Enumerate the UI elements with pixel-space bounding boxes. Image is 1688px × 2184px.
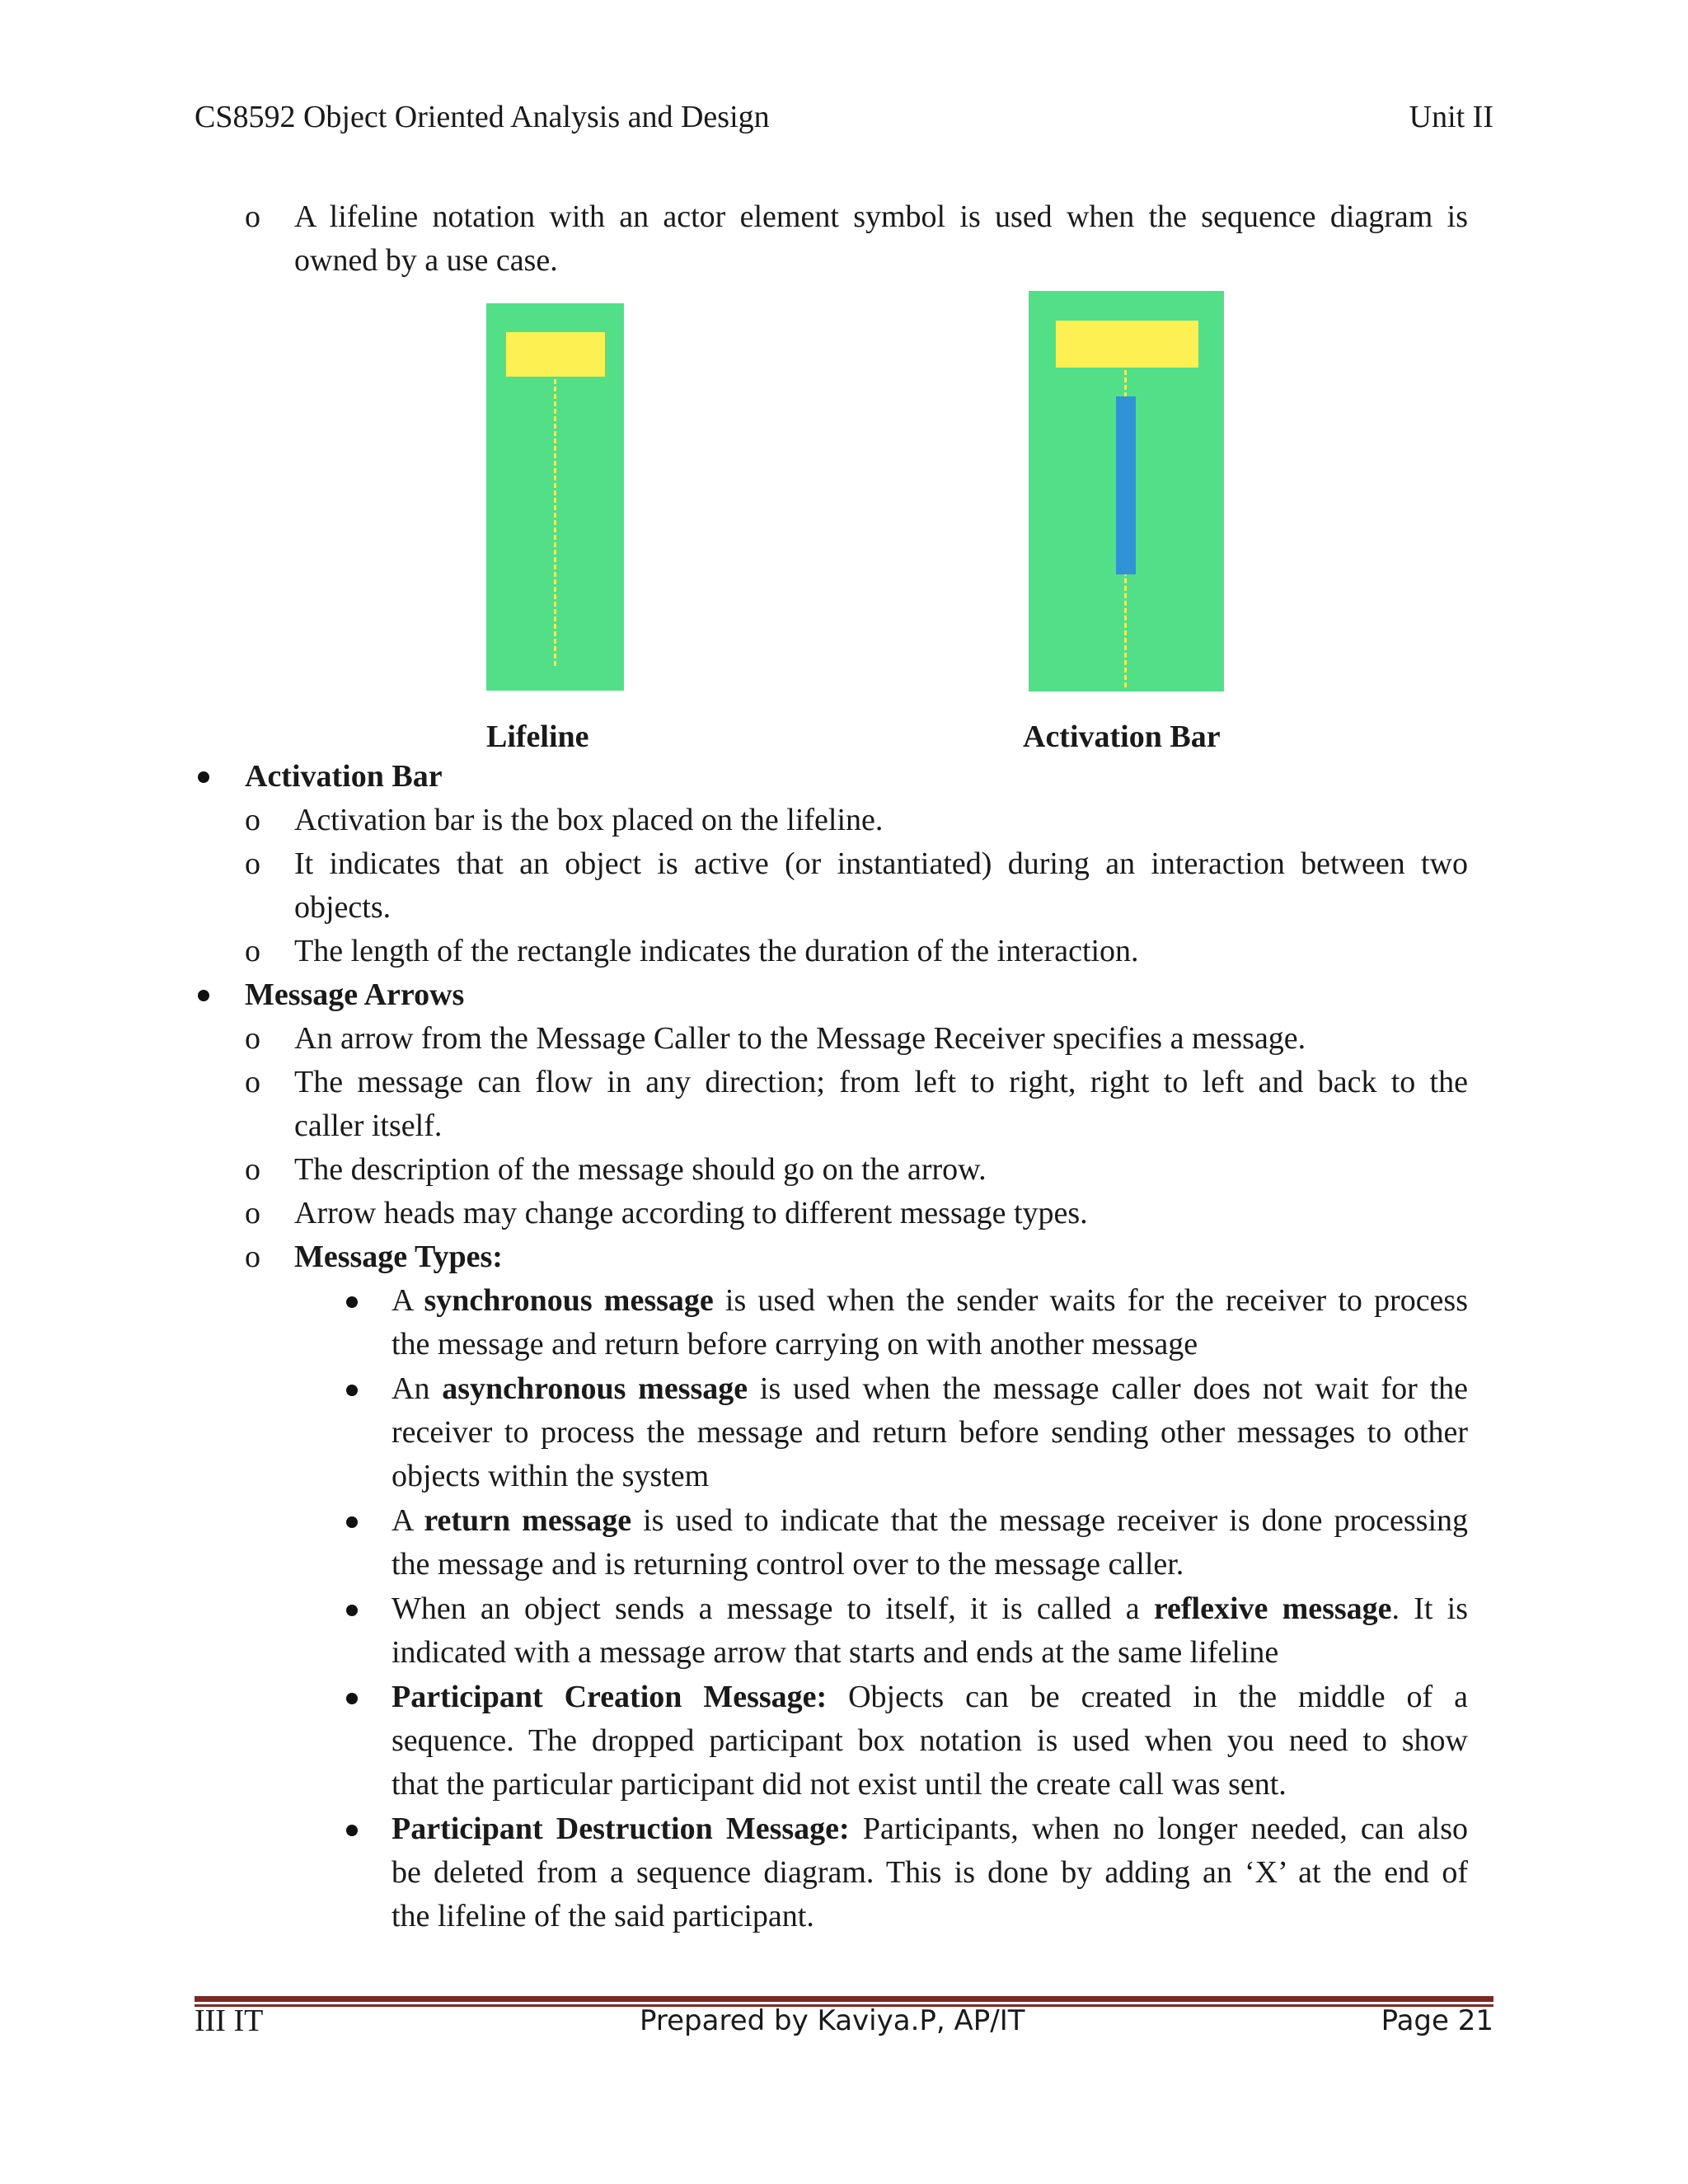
list-item: An arrow from the Message Caller to the Message Receiver specifies a message. [294, 1021, 1306, 1056]
activation-object-box [1056, 321, 1198, 368]
bullet-marker: o [245, 1240, 260, 1274]
message-type-reflexive-line-2: indicated with a message arrow that starts and ends at the same lifeline [392, 1635, 1279, 1670]
lifeline-object-box [506, 332, 605, 377]
list-item: It indicates that an object is active (or instantiated) during an interaction between two [294, 846, 1468, 881]
message-type-creation: Participant Creation Message: Objects can be created in the middle of a [392, 1680, 1468, 1714]
list-item: The message can flow in any direction; from left to right, right to left and back to the [294, 1065, 1468, 1099]
bullet-marker: o [245, 1065, 260, 1099]
bullet-marker: o [245, 199, 260, 234]
bullet-dot [198, 771, 209, 783]
lifeline-figure [486, 303, 624, 691]
message-type-destruction-line-3: the lifeline of the said participant. [392, 1899, 814, 1933]
message-type-destruction: Participant Destruction Message: Participants, when no longer needed, can also [392, 1811, 1468, 1846]
message-type-async: An asynchronous message is used when the message caller does not wait for the [392, 1371, 1468, 1406]
footer-divider [195, 1996, 1493, 2002]
message-type-sync-line-2: the message and return before carrying on with another message [392, 1327, 1198, 1361]
message-type-async-line-3: objects within the system [392, 1459, 710, 1493]
activation-bar-rect [1116, 396, 1136, 574]
bullet-marker: o [245, 1152, 260, 1187]
list-item: Arrow heads may change according to different message types. [294, 1196, 1088, 1230]
message-type-async-line-2: receiver to process the message and return before sending other messages to other [392, 1415, 1468, 1450]
message-type-sync: A synchronous message is used when the sender waits for the receiver to process [392, 1283, 1469, 1318]
message-types-heading: Message Types: [294, 1240, 503, 1274]
bullet-marker: o [245, 934, 260, 968]
footer-class: III IT [195, 2004, 264, 2038]
header-unit: Unit II [1409, 100, 1493, 134]
list-item: The description of the message should go on the arrow. [294, 1152, 987, 1187]
message-type-reflexive: When an object sends a message to itself, it is called a reflexive message. It is [392, 1591, 1468, 1626]
bullet-dot [346, 1605, 358, 1616]
header-course-title: CS8592 Object Oriented Analysis and Design [195, 100, 770, 134]
list-item: Activation bar is the box placed on the lifeline. [294, 803, 884, 837]
list-item-continuation: caller itself. [294, 1108, 443, 1143]
footer-author: Prepared by Kaviya.P, AP/IT [640, 2004, 1025, 2037]
section-heading-message-arrows: Message Arrows [245, 977, 465, 1012]
bullet-dot [346, 1296, 358, 1308]
footer-page-number: Page 21 [1381, 2004, 1493, 2037]
message-type-return-line-2: the message and is returning control over to the message caller. [392, 1547, 1184, 1582]
message-type-return: A return message is used to indicate that the message receiver is done processing [392, 1503, 1469, 1538]
message-type-destruction-line-2: be deleted from a sequence diagram. This is done by adding an ‘X’ at the end of [392, 1855, 1468, 1890]
bullet-marker: o [245, 1021, 260, 1056]
bullet-dot [346, 1693, 358, 1704]
section-heading-activation-bar: Activation Bar [245, 759, 443, 794]
intro-line-1: A lifeline notation with an actor element symbol is used when the sequence diagram is [294, 199, 1468, 234]
intro-line-2: owned by a use case. [294, 243, 558, 278]
list-item-continuation: objects. [294, 890, 392, 925]
message-type-creation-line-2: sequence. The dropped participant box notation is used when you need to show [392, 1723, 1468, 1758]
lifeline-caption: Lifeline [486, 719, 589, 754]
bullet-dot [346, 1825, 358, 1836]
lifeline-dashed-line [554, 379, 556, 666]
bullet-dot [198, 990, 209, 1001]
bullet-dot [346, 1385, 358, 1396]
bullet-marker: o [245, 803, 260, 837]
bullet-marker: o [245, 846, 260, 881]
message-type-creation-line-3: that the particular participant did not exist until the create call was sent. [392, 1767, 1287, 1802]
list-item: The length of the rectangle indicates the duration of the interaction. [294, 934, 1139, 968]
activation-bar-figure [1029, 291, 1224, 691]
bullet-dot [346, 1516, 358, 1528]
bullet-marker: o [245, 1196, 260, 1230]
activation-caption: Activation Bar [1023, 719, 1221, 754]
